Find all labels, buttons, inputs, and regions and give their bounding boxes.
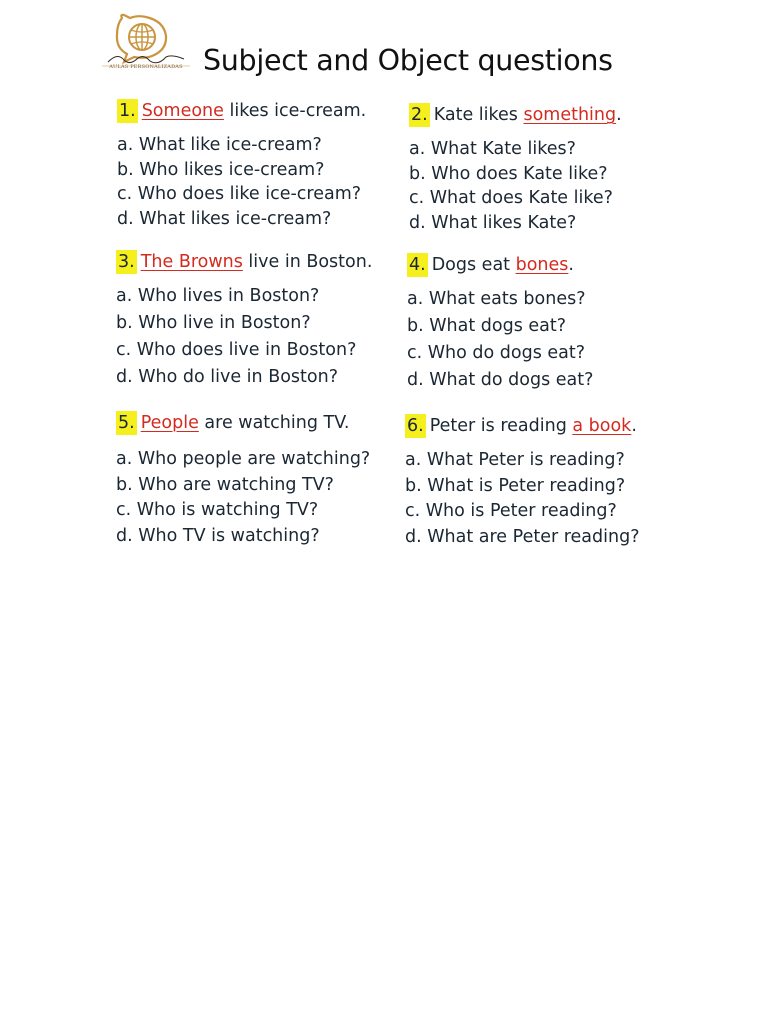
option-b: b. Who does Kate like? [409, 163, 608, 184]
question-number: 6. [407, 416, 424, 436]
option-c: c. Who is Peter reading? [405, 501, 617, 521]
globe-speech-bubble-icon [100, 12, 192, 68]
stem-after: are watching TV. [198, 413, 350, 433]
option-b: b. Who are watching TV? [116, 474, 334, 495]
question-stem [405, 412, 705, 440]
option-list [117, 133, 417, 231]
question-stem [116, 248, 416, 276]
option-list [116, 283, 416, 391]
stem-after: live in Boston. [242, 252, 373, 272]
option-list [409, 137, 709, 235]
question-number: 3. [118, 252, 135, 272]
option-d: d. What likes Kate? [409, 212, 577, 233]
option-c: c. What does Kate like? [409, 188, 613, 208]
question-stem [116, 409, 416, 437]
stem-highlight: People [140, 413, 199, 433]
stem-after: . [616, 105, 622, 125]
option-d: d. Who TV is watching? [116, 525, 320, 546]
stem-highlight: Someone [141, 101, 224, 121]
question-block-4 [407, 251, 707, 394]
question-block-5 [116, 409, 416, 549]
brand-logo [100, 12, 192, 76]
page-title: Subject and Object questions [203, 44, 613, 77]
option-list [405, 448, 705, 550]
logo-tagline: AULAS PERSONALIZADAS [109, 64, 183, 70]
question-block-2 [409, 101, 709, 235]
option-a: a. What eats bones? [407, 289, 586, 309]
option-b: b. What dogs eat? [407, 316, 567, 336]
stem-before: Dogs eat [431, 255, 516, 275]
stem-after: likes ice-cream. [223, 101, 367, 121]
stem-before: Kate likes [433, 105, 524, 125]
option-d: d. Who do live in Boston? [116, 367, 338, 387]
stem-highlight: something [523, 105, 617, 125]
option-d: d. What are Peter reading? [405, 526, 640, 547]
option-a: a. What Kate likes? [409, 139, 576, 159]
question-number: 4. [409, 255, 426, 275]
option-c: c. Who does like ice-cream? [117, 184, 362, 204]
option-c: c. Who do dogs eat? [407, 343, 586, 363]
stem-highlight: a book [572, 416, 632, 436]
question-stem [117, 97, 417, 125]
question-number: 5. [118, 413, 135, 433]
option-a: a. What like ice-cream? [117, 135, 322, 155]
question-stem [409, 101, 709, 129]
stem-highlight: The Browns [140, 252, 243, 272]
option-b: b. Who likes ice-cream? [117, 159, 325, 180]
option-a: a. Who lives in Boston? [116, 286, 320, 306]
option-c: c. Who is watching TV? [116, 500, 319, 520]
question-stem [407, 251, 707, 279]
stem-after: . [631, 416, 637, 436]
option-list [116, 447, 416, 549]
option-a: a. What Peter is reading? [405, 450, 625, 470]
question-number: 1. [119, 101, 136, 121]
option-b: b. What is Peter reading? [405, 475, 626, 496]
question-number: 2. [411, 105, 428, 125]
question-block-1 [117, 97, 417, 231]
stem-after: . [568, 255, 574, 275]
question-block-3 [116, 248, 416, 391]
option-c: c. Who does live in Boston? [116, 340, 357, 360]
option-d: d. What do dogs eat? [407, 370, 594, 390]
stem-before: Peter is reading [429, 416, 573, 436]
option-d: d. What likes ice-cream? [117, 208, 332, 229]
option-a: a. Who people are watching? [116, 449, 371, 469]
option-b: b. Who live in Boston? [116, 313, 311, 333]
option-list [407, 286, 707, 394]
question-block-6 [405, 412, 705, 550]
stem-highlight: bones [515, 255, 569, 275]
